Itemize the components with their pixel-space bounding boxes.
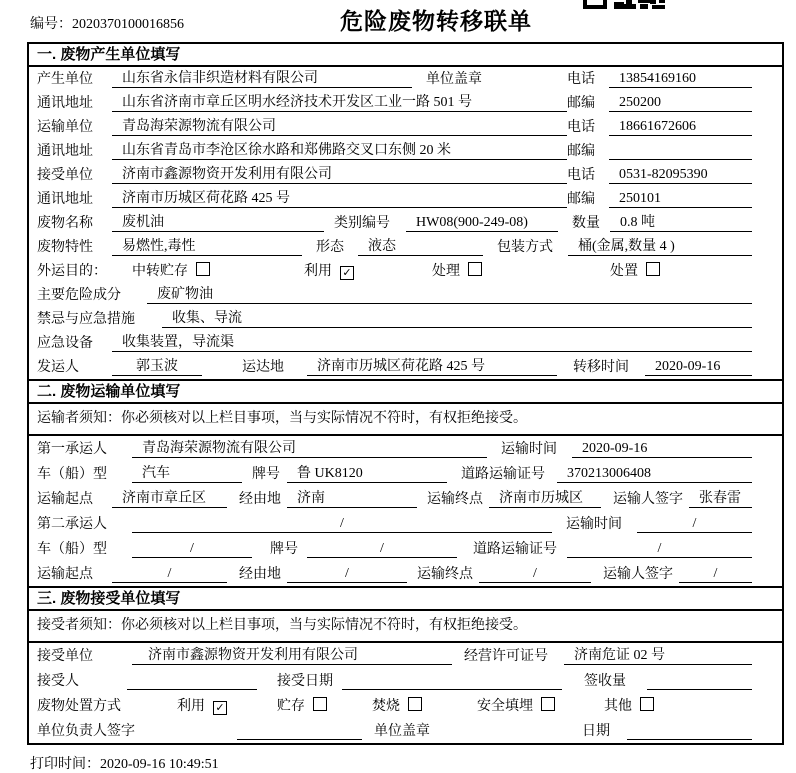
origin-label: 运输起点: [37, 492, 93, 507]
license-value: 济南危证 02 号: [564, 644, 752, 665]
checkbox-label: 利用: [304, 264, 332, 279]
transporter-sign2-value: /: [679, 566, 752, 583]
producer-phone-value: 13854169160: [609, 71, 752, 88]
accept-unit-value: 济南市鑫源物资开发利用有限公司: [132, 644, 452, 665]
phone-label: 电话: [567, 168, 595, 183]
vehicle2-row: [29, 536, 782, 561]
purpose-option: [304, 260, 432, 280]
transporter-notice: 运输者须知：你必须核对以上栏目事项，当与实际情况不符时，有权拒绝接受。: [29, 404, 782, 436]
unit-seal-label: 单位盖章: [426, 72, 482, 87]
checkbox-checked-icon: ✓: [213, 701, 227, 715]
accept-person-row: [29, 668, 782, 693]
plate-label: 牌号: [270, 542, 298, 557]
plate-value: 鲁 UK8120: [287, 462, 447, 483]
transporter-sign-label: 运输人签字: [603, 567, 673, 582]
category-value: HW08(900-249-08): [406, 215, 558, 232]
serial-label: 编号：: [30, 17, 72, 32]
destination-label: 运达地: [242, 360, 284, 375]
character-value: 易燃性,毒性: [112, 235, 302, 256]
checkbox-label: 其他: [604, 699, 632, 714]
carrier1-row: [29, 436, 782, 461]
plate2-value: /: [307, 541, 457, 558]
disposal-option: [277, 695, 372, 715]
category-label: 类别编号: [334, 216, 390, 231]
accept-unit-row: [29, 643, 782, 668]
manager-sign-row: [29, 718, 782, 743]
receiver-label: 接受单位: [37, 168, 93, 183]
document-header: [0, 0, 796, 42]
license-label: 经营许可证号: [464, 649, 548, 664]
checkbox-icon: [646, 262, 660, 276]
checkbox-icon: [468, 262, 482, 276]
checkbox-icon: [196, 262, 210, 276]
transporter-sign-label: 运输人签字: [613, 492, 683, 507]
vehicle-type-label: 车（船）型: [37, 467, 107, 482]
manager-sign-label: 单位负责人签字: [37, 724, 135, 739]
equipment-value: 收集装置，导流渠: [112, 331, 752, 352]
carrier2-row: [29, 511, 782, 536]
address-label: 通讯地址: [37, 192, 93, 207]
road-permit-label: 道路运输证号: [473, 542, 557, 557]
origin-value: 济南市章丘区: [112, 487, 227, 508]
address-label: 通讯地址: [37, 96, 93, 111]
transport-time-value: 2020-09-16: [572, 441, 752, 458]
checkbox-label: 焚烧: [372, 699, 400, 714]
checkbox-label: 贮存: [277, 699, 305, 714]
transport-time-label: 运输时间: [501, 442, 557, 457]
road-permit2-value: /: [567, 541, 752, 558]
checkbox-icon: [408, 697, 422, 711]
road-permit-label: 道路运输证号: [461, 467, 545, 482]
producer-value: 山东省永信非织造材料有限公司: [112, 67, 412, 88]
quantity-value: 0.8 吨: [610, 211, 752, 232]
taboo-row: [29, 307, 782, 331]
producer-label: 产生单位: [37, 72, 93, 87]
zip-label: 邮编: [567, 96, 595, 111]
checkbox-icon: [541, 697, 555, 711]
checkbox-label: 中转贮存: [132, 264, 188, 279]
hazard-value: 废矿物油: [147, 283, 752, 304]
taboo-value: 收集、导流: [162, 307, 752, 328]
purpose-option: [432, 260, 610, 280]
producer-row: [29, 67, 782, 91]
producer-address-value: 山东省济南市章丘区明水经济技术开发区工业一路 501 号: [112, 91, 567, 112]
zip-label: 邮编: [567, 144, 595, 159]
waste-name-row: [29, 211, 782, 235]
destination-value: 济南市历城区荷花路 425 号: [307, 355, 557, 376]
address-label: 通讯地址: [37, 144, 93, 159]
signed-amount-label: 签收量: [584, 674, 626, 689]
via-label: 经由地: [239, 567, 281, 582]
carrier2-value: /: [132, 516, 552, 533]
form-value: 液态: [358, 235, 483, 256]
purpose-label: 外运目的：: [37, 264, 107, 279]
section-receiver-title: 三. 废物接受单位填写: [29, 588, 782, 611]
character-label: 废物特性: [37, 240, 93, 255]
road-permit-value: 370213006408: [557, 466, 752, 483]
accept-unit-label: 接受单位: [37, 649, 93, 664]
packing-label: 包装方式: [497, 240, 553, 255]
shipper-label: 发运人: [37, 360, 79, 375]
accept-date-label: 接受日期: [277, 674, 333, 689]
checkbox-label: 处理: [432, 264, 460, 279]
via-label: 经由地: [239, 492, 281, 507]
serial-line: [30, 13, 184, 33]
shipper-row: [29, 355, 782, 379]
vehicle-type2-value: /: [132, 541, 252, 558]
checkbox-label: 利用: [177, 699, 205, 714]
receiver-address-value: 济南市历城区荷花路 425 号: [112, 187, 567, 208]
transport-time-label: 运输时间: [566, 517, 622, 532]
transfer-time-value: 2020-09-16: [645, 359, 752, 376]
transporter-address-row: [29, 139, 782, 163]
purpose-option: [132, 260, 304, 280]
accept-person-value: [127, 689, 257, 690]
shipper-value: 郭玉波: [112, 355, 202, 376]
unit-seal-label: 单位盖章: [374, 724, 430, 739]
signed-amount-value: [647, 689, 752, 690]
vehicle1-row: [29, 461, 782, 486]
section-producer-title: 一. 废物产生单位填写: [29, 44, 782, 67]
transporter-value: 青岛海荣源物流有限公司: [112, 115, 567, 136]
transport-time2-value: /: [637, 516, 752, 533]
date-label: 日期: [582, 724, 610, 739]
receiver-zip-value: 250101: [609, 191, 752, 208]
receiver-notice: 接受者须知：你必须核对以上栏目事项，当与实际情况不符时，有权拒绝接受。: [29, 611, 782, 643]
via-value: 济南: [287, 487, 417, 508]
receiver-address-row: [29, 187, 782, 211]
qr-code-fragment-icon: [583, 0, 665, 9]
carrier2-label: 第二承运人: [37, 517, 107, 532]
receiver-value: 济南市鑫源物资开发利用有限公司: [112, 163, 567, 184]
section-producer: [27, 42, 784, 381]
transporter-zip-value: [609, 159, 752, 160]
section-receiver: [27, 586, 784, 745]
via2-value: /: [287, 566, 407, 583]
waste-character-row: [29, 235, 782, 259]
phone-label: 电话: [567, 72, 595, 87]
transporter-phone-value: 18661672606: [609, 119, 752, 136]
taboo-label: 禁忌与应急措施: [37, 312, 135, 327]
checkbox-label: 处置: [610, 264, 638, 279]
accept-person-label: 接受人: [37, 674, 79, 689]
phone-label: 电话: [567, 120, 595, 135]
equipment-row: [29, 331, 782, 355]
receiver-row: [29, 163, 782, 187]
transporter-sign-value: 张春雷: [689, 487, 752, 508]
waste-name-label: 废物名称: [37, 216, 93, 231]
origin-label: 运输起点: [37, 567, 93, 582]
disposal-option: [604, 695, 654, 715]
producer-zip-value: 250200: [609, 95, 752, 112]
checkbox-icon: [640, 697, 654, 711]
hazard-label: 主要危险成分: [37, 288, 121, 303]
receiver-phone-value: 0531-82095390: [609, 167, 752, 184]
form-label: 形态: [316, 240, 344, 255]
transporter-address-value: 山东省青岛市李沧区徐水路和郑佛路交叉口东侧 20 米: [112, 139, 567, 160]
carrier1-label: 第一承运人: [37, 442, 107, 457]
endpoint-label: 运输终点: [417, 567, 473, 582]
plate-label: 牌号: [252, 467, 280, 482]
zip-label: 邮编: [567, 192, 595, 207]
origin2-value: /: [112, 566, 227, 583]
carrier1-value: 青岛海荣源物流有限公司: [132, 437, 487, 458]
transfer-time-label: 转移时间: [573, 360, 629, 375]
disposal-row: [29, 693, 782, 718]
disposal-option: [177, 695, 277, 715]
packing-value: 桶(金属,数量 4 ): [568, 235, 752, 256]
transporter-label: 运输单位: [37, 120, 93, 135]
checkbox-icon: [313, 697, 327, 711]
date-value: [627, 739, 752, 740]
manager-sign-value: [237, 739, 362, 740]
quantity-label: 数量: [572, 216, 600, 231]
print-time: 打印时间：2020-09-16 10:49:51: [30, 757, 219, 772]
page-title: 危险废物转移联单: [340, 8, 532, 34]
endpoint-label: 运输终点: [427, 492, 483, 507]
waste-name-value: 废机油: [112, 211, 324, 232]
accept-date-value: [342, 689, 562, 690]
vehicle-type-value: 汽车: [132, 462, 242, 483]
hazard-row: [29, 283, 782, 307]
route1-row: [29, 486, 782, 511]
checkbox-label: 安全填埋: [477, 699, 533, 714]
disposal-label: 废物处置方式: [37, 699, 121, 714]
route2-row: [29, 561, 782, 586]
endpoint-value: 济南市历城区: [489, 487, 601, 508]
equipment-label: 应急设备: [37, 336, 93, 351]
endpoint2-value: /: [479, 566, 591, 583]
transporter-row: [29, 115, 782, 139]
disposal-option: [477, 695, 604, 715]
vehicle-type-label: 车（船）型: [37, 542, 107, 557]
section-transport-title: 二. 废物运输单位填写: [29, 381, 782, 404]
purpose-row: [29, 259, 782, 283]
disposal-option: [372, 695, 477, 715]
section-transport: [27, 379, 784, 588]
producer-address-row: [29, 91, 782, 115]
serial-number: 2020370100016856: [72, 17, 184, 32]
checkbox-checked-icon: ✓: [340, 266, 354, 280]
purpose-option: [610, 260, 660, 280]
